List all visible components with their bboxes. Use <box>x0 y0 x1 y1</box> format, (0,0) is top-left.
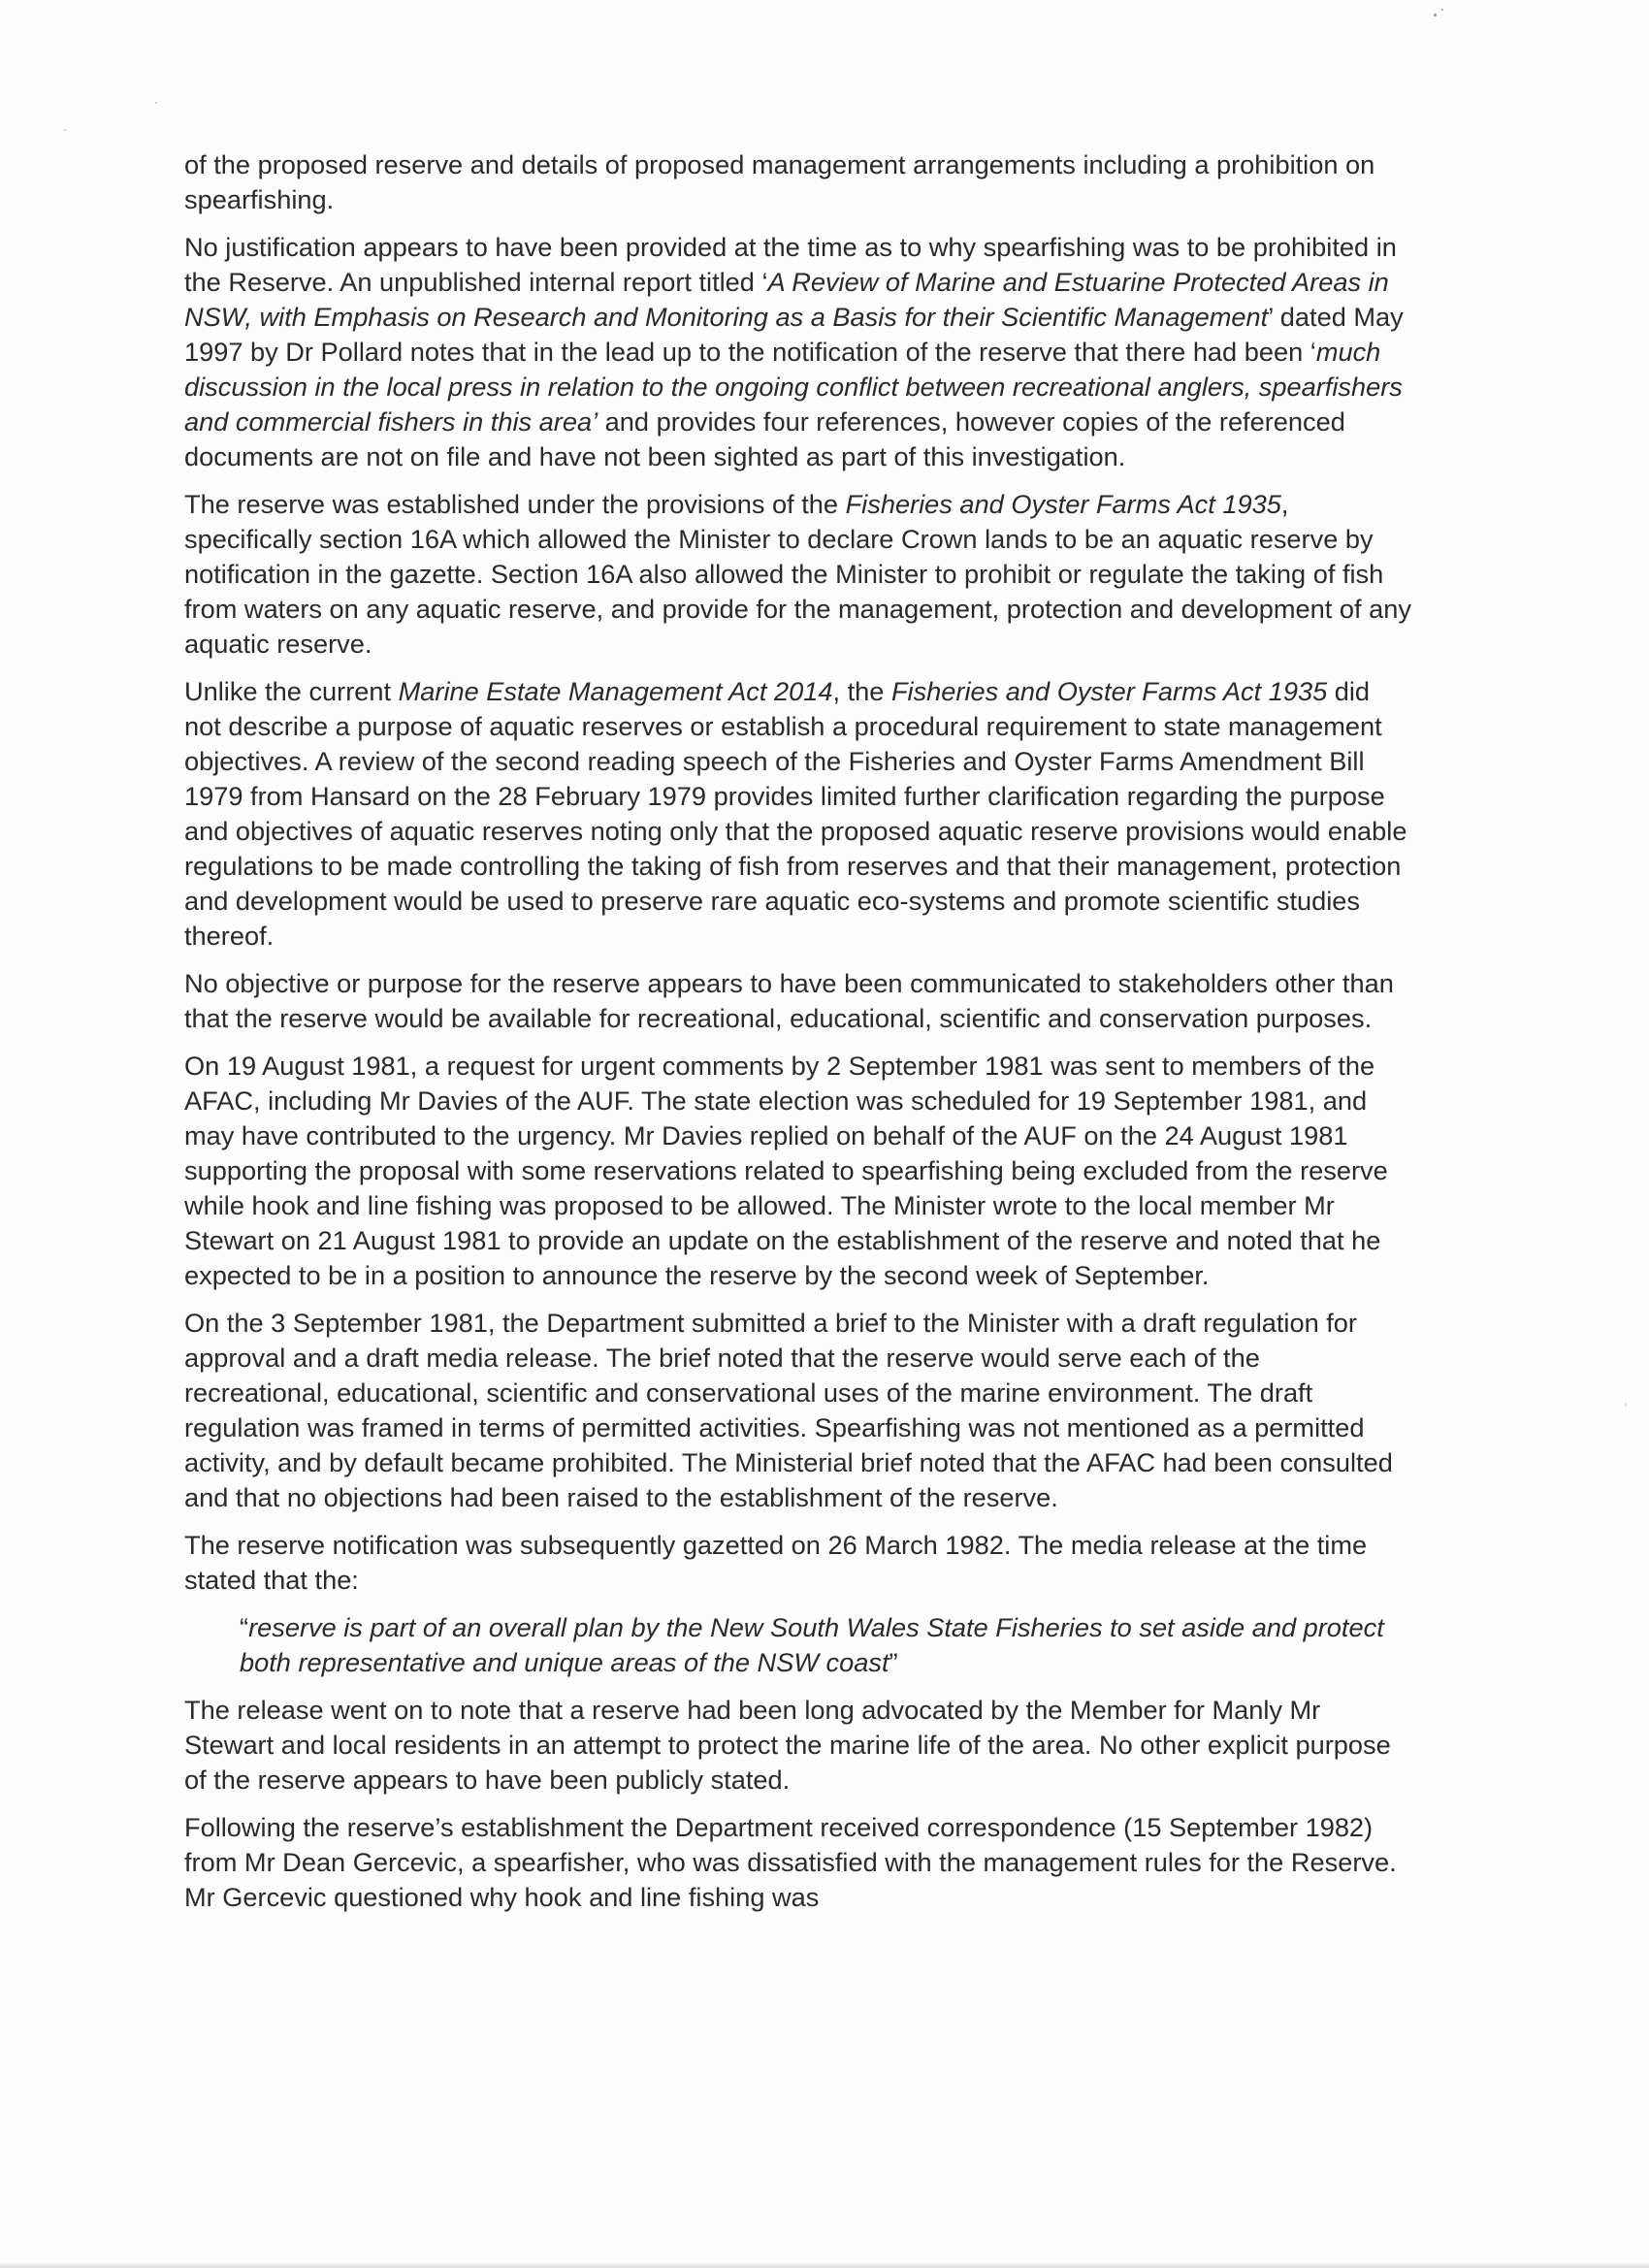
text-segment: The release went on to note that a reserve had been long advocated by the Member for Manly Mr Stewart and local residents in an attempt to protect the marine life of the area. No other explicit purpose of the reserve appears to have been publicly stated. <box>184 1695 1391 1795</box>
text-segment: On 19 August 1981, a request for urgent comments by 2 September 1981 was sent to members of the AFAC, including Mr Davies of the AUF. The state election was scheduled for 19 September 1981, and may have contributed to the urgency. Mr Davies replied on behalf of the AUF on the 24 August 1981 supporting the proposal with some reservations related to spearfishing being excluded from the reserve while hook and line fishing was proposed to be allowed. The Minister wrote to the local member Mr Stewart on 21 August 1981 to provide an update on the establishment of the reserve and noted that he expected to be in a position to announce the reserve by the second week of September. <box>184 1051 1388 1290</box>
scan-speck <box>64 129 66 131</box>
report-quote: much discussion in the local press in relation to the ongoing conflict between recreational anglers, spearfishers and commercial fishers in this area’ <box>184 337 1403 437</box>
act-name: Fisheries and Oyster Farms Act 1935 <box>890 676 1328 706</box>
scan-speck <box>1441 9 1443 11</box>
text-segment: did not describe a purpose of aquatic reserves or establish a procedural requirement to state management objectives. A review of the second reading speech of the Fisheries and Oyster Farms Amendment Bill 1979 from Hansard on the 28 February 1979 provides limited further clarification regarding the purpose and objectives of aquatic reserves noting only that the proposed aquatic reserve provisions would enable regulations to be made controlling the taking of fish from reserves and that their management, protection and development would be used to preserve rare aquatic eco-systems and promote scientific studies thereof. <box>184 676 1407 951</box>
paragraph-release <box>184 1693 1411 1798</box>
text-segment: No justification appears to have been provided at the time as to why spearfishing was to be prohibited in the Reserve. An unpublished internal report titled ‘ <box>184 232 1397 297</box>
paragraph-legal-basis <box>184 487 1411 662</box>
paragraph-stakeholders <box>184 966 1411 1036</box>
scan-speck <box>1434 14 1437 16</box>
paragraph-continuation <box>184 147 1411 217</box>
paragraph-correspondence <box>184 1810 1411 1915</box>
paragraph-ministerial-brief <box>184 1306 1411 1515</box>
document-body <box>184 147 1411 1928</box>
paragraph-justification <box>184 230 1411 474</box>
scan-speck <box>155 102 157 104</box>
paragraph-objectives <box>184 674 1411 954</box>
text-segment: , the <box>832 676 891 706</box>
text-segment: On the 3 September 1981, the Department submitted a brief to the Minister with a draft regulation for approval and a draft media release. The brief noted that the reserve would serve each of the recreational, educational, scientific and conservational uses of the marine environment. The draft regulation was framed in terms of permitted activities. Spearfishing was not mentioned as a permitted activity, and by default became prohibited. The Ministerial brief noted that the AFAC had been consulted and that no objections had been raised to the establishment of the reserve. <box>184 1308 1393 1512</box>
text-segment: and provides four references, however copies of the referenced documents are not on file and have not been sighted as part of this investigation. <box>184 406 1345 471</box>
scan-edge <box>0 2262 1649 2268</box>
close-quote-mark: ” <box>889 1647 898 1677</box>
text-segment: ’ dated May 1997 by Dr Pollard notes that in the lead up to the notification of the reserve that there had been ‘ <box>184 302 1404 367</box>
text-segment: The reserve was established under the provisions of the <box>184 489 846 519</box>
paragraph-gazettal <box>184 1528 1411 1598</box>
text-segment: Unlike the current <box>184 676 399 706</box>
act-name: Fisheries and Oyster Farms Act 1935 <box>845 489 1281 519</box>
text-segment: of the proposed reserve and details of proposed management arrangements including a prohibition on spearfishing. <box>184 149 1375 214</box>
act-name: Marine Estate Management Act 2014 <box>398 676 833 706</box>
open-quote-mark: “ <box>240 1612 249 1642</box>
scan-speck <box>1625 1404 1627 1406</box>
text-segment: Following the reserve’s establishment the Department received correspondence (15 September 1982) from Mr Dean Gercevic, a spearfisher, who was dissatisfied with the management rules for the Reserve. Mr Gercevic questioned why hook and line fishing was <box>184 1812 1397 1912</box>
paragraph-consultation <box>184 1049 1411 1293</box>
text-segment: No objective or purpose for the reserve appears to have been communicated to stakeholders other than that the reserve would be available for recreational, educational, scientific and conservation purposes. <box>184 968 1394 1033</box>
media-release-quote <box>240 1610 1411 1680</box>
report-title: A Review of Marine and Estuarine Protected Areas in NSW, with Emphasis on Research and Monitoring as a Basis for their Scientific Management <box>184 267 1389 332</box>
quote-text: reserve is part of an overall plan by the New South Wales State Fisheries to set aside and protect both representative and unique areas of the NSW coast <box>240 1612 1384 1677</box>
text-segment: , specifically section 16A which allowed the Minister to declare Crown lands to be an aquatic reserve by notification in the gazette. Section 16A also allowed the Minister to prohibit or regulate the taking of fish from waters on any aquatic reserve, and provide for the management, protection and development of any aquatic reserve. <box>184 489 1411 659</box>
text-segment: The reserve notification was subsequently gazetted on 26 March 1982. The media release at the time stated that the: <box>184 1530 1368 1595</box>
